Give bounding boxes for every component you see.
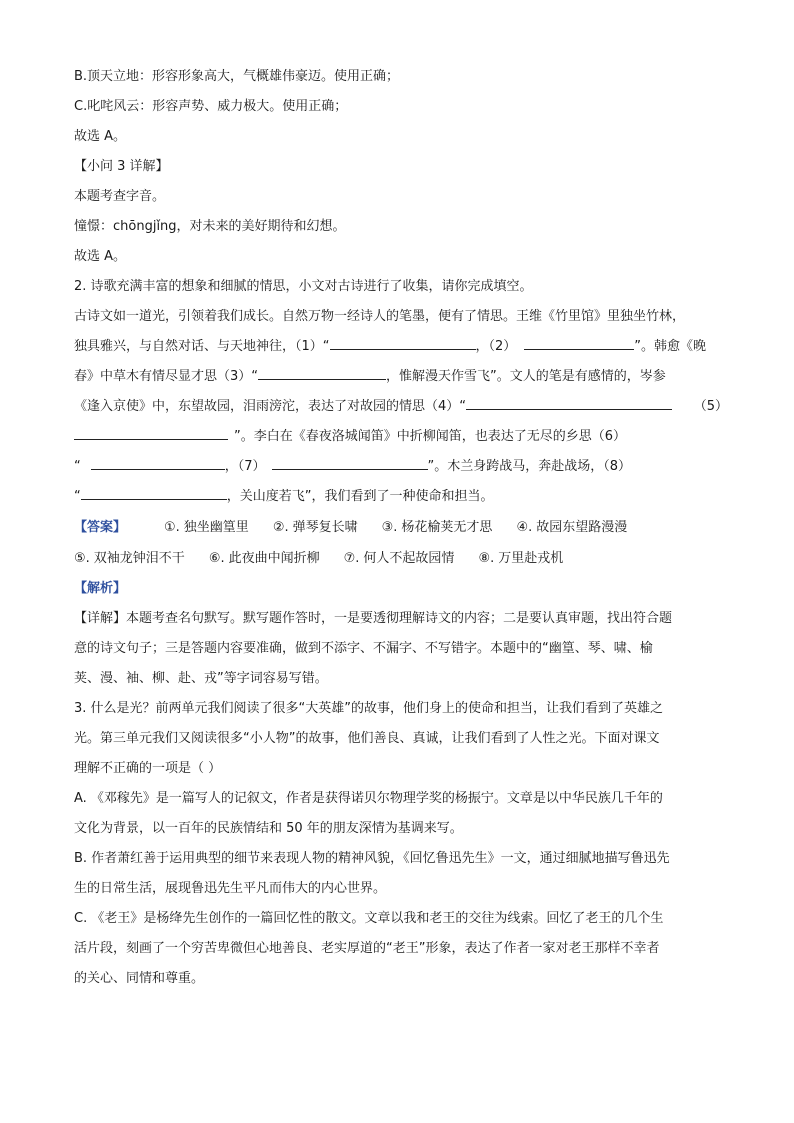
analysis-line: 【详解】本题考查名句默写。默写题作答时，一是要透彻理解诗文的内容；二是要认真审题，找出符合题 bbox=[74, 611, 673, 626]
blank-5[interactable] bbox=[74, 425, 228, 440]
question-3-line: 理解不正确的一项是（ ） bbox=[74, 761, 222, 776]
blank-7[interactable] bbox=[272, 455, 428, 470]
blank-6[interactable] bbox=[91, 455, 225, 470]
answer-item: ⑧. 万里赴戎机 bbox=[478, 551, 564, 566]
text-line: 故选 A。 bbox=[74, 129, 127, 144]
blank-3[interactable] bbox=[258, 365, 386, 380]
blank-8[interactable] bbox=[81, 485, 227, 500]
option-b: B. 作者萧红善于运用典型的细节来表现人物的精神风貌，《回忆鲁迅先生》一文，通过细腻地描写鲁迅先 bbox=[74, 851, 670, 866]
blank-2[interactable] bbox=[524, 335, 634, 350]
passage-line: “ ，关山度若飞”，我们看到了一种使命和担当。 bbox=[74, 482, 728, 512]
section-heading: 【小问 3 详解】 bbox=[74, 159, 169, 174]
text-line: B.顶天立地：形容形象高大，气概雄伟豪迈。使用正确； bbox=[74, 69, 400, 84]
text-line: C.叱咤风云：形容声势、威力极大。使用正确； bbox=[74, 99, 348, 114]
answer-row-2 bbox=[74, 543, 728, 574]
option-c: 活片段，刻画了一个穷苦卑微但心地善良、老实厚道的“老王”形象，表达了作者一家对老王那样不幸者 bbox=[74, 941, 660, 956]
analysis-line: 意的诗文句子；三是答题内容要准确，做到不添字、不漏字、不写错字。本题中的“幽篁、琴、啸、榆 bbox=[74, 641, 653, 656]
answer-row-1 bbox=[74, 512, 728, 543]
passage-line: “ ，（7） ”。木兰身跨战马，奔赴战场，（8） bbox=[74, 452, 728, 482]
text-line: 本题考查字音。 bbox=[74, 189, 166, 204]
answer-label: 【答案】 bbox=[74, 520, 127, 535]
option-c: 的关心、同情和尊重。 bbox=[74, 971, 205, 986]
question-3-line: 3. 什么是光？前两单元我们阅读了很多“大英雄”的故事，他们身上的使命和担当，让我们看到了英雄之 bbox=[74, 701, 664, 716]
blank-4[interactable] bbox=[466, 395, 672, 410]
answer-item: ⑦. 何人不起故园情 bbox=[343, 551, 455, 566]
question-3-line: 光。第三单元我们又阅读很多“小人物”的故事，他们善良、真诚，让我们看到了人性之光。下面对课文 bbox=[74, 731, 660, 746]
option-c: C. 《老王》是杨绛先生创作的一篇回忆性的散文。文章以我和老王的交往为线索。回忆了老王的几个生 bbox=[74, 911, 664, 926]
passage-line: ”。李白在《春夜洛城闻笛》中折柳闻笛，也表达了无尽的乡思（6） bbox=[74, 422, 728, 452]
passage-line: 《逢入京使》中，东望故园，泪雨滂沱，表达了对故园的情思（4）“ （5） bbox=[74, 392, 728, 422]
passage-line: 独具雅兴，与自然对话、与天地神往，（1）“ ，（2） ”。韩愈《晚 bbox=[74, 332, 728, 362]
answer-item: ④. 故园东望路漫漫 bbox=[516, 520, 628, 535]
answer-item: ⑥. 此夜曲中闻折柳 bbox=[208, 551, 320, 566]
analysis-line: 荚、漫、袖、柳、赴、戎”等字词容易写错。 bbox=[74, 671, 328, 686]
answer-item: ③. 杨花榆荚无才思 bbox=[381, 520, 493, 535]
question-2-title: 2. 诗歌充满丰富的想象和细腻的情思，小文对古诗进行了收集，请你完成填空。 bbox=[74, 279, 533, 294]
text-line: 故选 A。 bbox=[74, 249, 127, 264]
passage-line: 古诗文如一道光，引领着我们成长。自然万物一经诗人的笔墨，便有了情思。王维《竹里馆》里独坐竹林， bbox=[74, 309, 686, 324]
answer-item: ⑤. 双袖龙钟泪不干 bbox=[74, 551, 185, 566]
blank-1[interactable] bbox=[330, 335, 476, 350]
content-column bbox=[74, 62, 728, 994]
option-a: A. 《邓稼先》是一篇写人的记叙文，作者是获得诺贝尔物理学奖的杨振宁。文章是以中华民族几千年的 bbox=[74, 791, 663, 806]
text-line: 憧憬：chōngjǐng，对未来的美好期待和幻想。 bbox=[74, 219, 346, 234]
answer-item: ①. 独坐幽篁里 bbox=[164, 520, 249, 535]
answer-item: ②. 弹琴复长啸 bbox=[272, 520, 358, 535]
option-b: 生的日常生活，展现鲁迅先生平凡而伟大的内心世界。 bbox=[74, 881, 387, 896]
analysis-label: 【解析】 bbox=[74, 581, 127, 596]
passage-line: 春》中草木有情尽显才思（3）“ ，惟解漫天作雪飞”。文人的笔是有感情的，岑参 bbox=[74, 362, 728, 392]
option-a: 文化为背景，以一百年的民族情结和 50 年的朋友深情为基调来写。 bbox=[74, 821, 463, 836]
